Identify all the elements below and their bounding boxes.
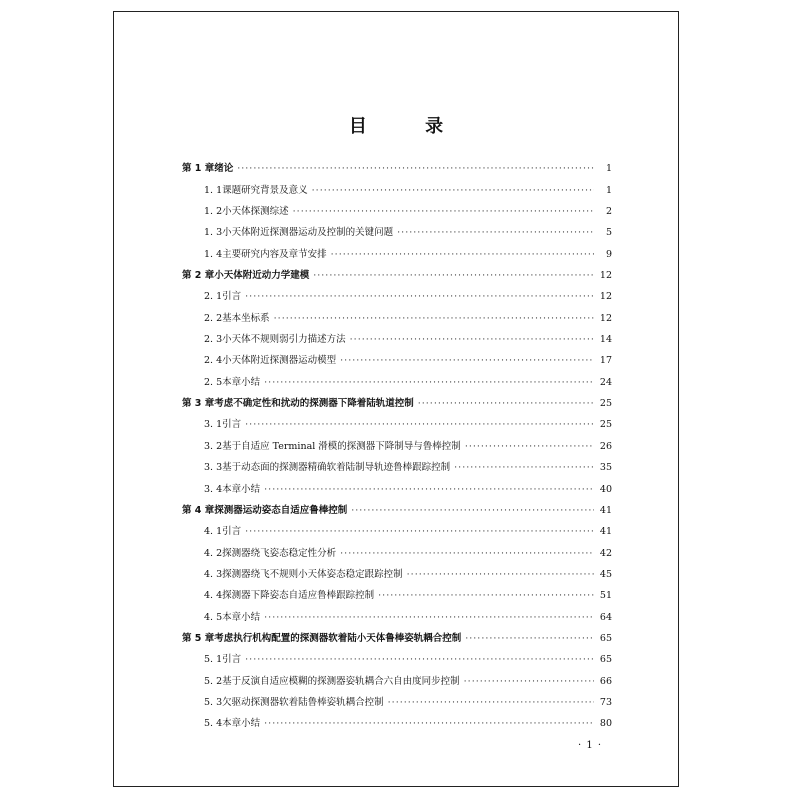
- toc-entry-number: 2. 1: [204, 291, 223, 303]
- dot-leader: [245, 419, 594, 430]
- toc-entry-title: 小天体探测综述: [222, 206, 289, 218]
- toc-entry-title: 主要研究内容及章节安排: [222, 248, 327, 260]
- dot-leader: [454, 462, 594, 473]
- toc-section-entry: [182, 196, 612, 217]
- dot-leader: [465, 633, 594, 644]
- dot-leader: [264, 484, 594, 495]
- toc-section-entry: [182, 366, 612, 387]
- dot-leader: [237, 163, 594, 174]
- toc-entry-number: 2. 2: [204, 312, 223, 324]
- dot-leader: [465, 441, 594, 452]
- toc-chapter-entry: [182, 623, 612, 644]
- dot-leader: [340, 548, 594, 559]
- toc-entry-title: 小天体附近动力学建模: [214, 270, 310, 282]
- dot-leader: [313, 270, 594, 281]
- toc-entry-number: 5. 4: [204, 718, 223, 730]
- toc-section-entry: [182, 217, 612, 238]
- toc-entry-page: 25: [599, 398, 612, 410]
- toc-entry-number: 第 5 章: [182, 632, 215, 644]
- toc-chapter-entry: [182, 260, 612, 281]
- toc-entry-number: 1. 4: [204, 248, 223, 260]
- toc-section-entry: [182, 687, 612, 708]
- toc-entry-title: 探测器绕飞姿态稳定性分析: [222, 547, 337, 559]
- dot-leader: [350, 334, 594, 345]
- toc-entry-number: 2. 3: [204, 334, 223, 346]
- toc-entry-page: 42: [599, 547, 612, 559]
- toc-section-entry: [182, 644, 612, 665]
- dot-leader: [264, 718, 594, 729]
- dot-leader: [245, 654, 594, 665]
- toc-entry-title: 绪论: [214, 163, 234, 175]
- toc-entry-number: 5. 2: [204, 675, 223, 687]
- dot-leader: [312, 185, 594, 196]
- toc-entry-page: 26: [599, 440, 612, 452]
- toc-entry-page: 41: [599, 504, 612, 516]
- toc-entry-page: 1: [605, 163, 612, 175]
- toc-entry-page: 64: [599, 611, 612, 623]
- dot-leader: [464, 676, 594, 687]
- dot-leader: [397, 227, 594, 238]
- toc-entry-number: 4. 3: [204, 568, 223, 580]
- toc-entry-number: 5. 1: [204, 654, 223, 666]
- toc-entry-title: 引言: [222, 654, 242, 666]
- toc-section-entry: [182, 559, 612, 580]
- toc-section-entry: [182, 281, 612, 302]
- toc-entry-title: 引言: [222, 291, 242, 303]
- toc-section-entry: [182, 452, 612, 473]
- toc-chapter-entry: [182, 388, 612, 409]
- dot-leader: [274, 313, 594, 324]
- toc-entry-title: 探测器运动姿态自适应鲁棒控制: [214, 504, 348, 516]
- toc-section-entry: [182, 473, 612, 494]
- toc-entry-page: 66: [599, 675, 612, 687]
- toc-entry-number: 第 1 章: [182, 163, 215, 175]
- dot-leader: [388, 697, 594, 708]
- dot-leader: [407, 569, 594, 580]
- toc-entry-title: 本章小结: [222, 611, 261, 623]
- toc-entry-title: 基本坐标系: [222, 312, 270, 324]
- toc-section-entry: [182, 345, 612, 366]
- dot-leader: [378, 590, 594, 601]
- toc-section-entry: [182, 516, 612, 537]
- toc-entry-page: 51: [599, 590, 612, 602]
- toc-entry-title: 基于自适应 Terminal 滑模的探测器下降制导与鲁棒控制: [222, 440, 461, 452]
- toc-entry-number: 第 4 章: [182, 504, 215, 516]
- toc-entry-page: 65: [599, 654, 612, 666]
- toc-section-entry: [182, 580, 612, 601]
- page-number: · 1 ·: [578, 740, 603, 751]
- toc-entry-title: 探测器绕飞不规则小天体姿态稳定跟踪控制: [222, 568, 403, 580]
- toc-entry-number: 2. 5: [204, 376, 223, 388]
- toc-entry-number: 1. 1: [204, 184, 223, 196]
- toc-entry-number: 1. 2: [204, 206, 223, 218]
- toc-entry-number: 第 3 章: [182, 398, 215, 410]
- toc-entry-title: 小天体不规则弱引力描述方法: [222, 334, 346, 346]
- dot-leader: [264, 377, 594, 388]
- toc-chapter-entry: [182, 495, 612, 516]
- toc-entry-page: 9: [605, 248, 612, 260]
- toc-entry-page: 24: [599, 376, 612, 388]
- dot-leader: [245, 291, 594, 302]
- toc-entry-page: 25: [599, 419, 612, 431]
- toc-entry-page: 45: [599, 568, 612, 580]
- toc-entry-page: 41: [599, 526, 612, 538]
- toc-section-entry: [182, 302, 612, 323]
- toc-entry-page: 1: [605, 184, 612, 196]
- dot-leader: [293, 206, 594, 217]
- toc-entry-title: 小天体附近探测器运动及控制的关键问题: [222, 227, 394, 239]
- toc-entry-title: 课题研究背景及意义: [222, 184, 308, 196]
- toc-entry-page: 14: [599, 334, 612, 346]
- toc-entry-number: 3. 3: [204, 462, 223, 474]
- toc-entry-title: 基于反演自适应模糊的探测器姿轨耦合六自由度同步控制: [222, 675, 460, 687]
- toc-entry-title: 探测器下降姿态自适应鲁棒跟踪控制: [222, 590, 375, 602]
- toc-entry-page: 80: [599, 718, 612, 730]
- dot-leader: [245, 526, 594, 537]
- toc-entry-title: 欠驱动探测器软着陆鲁棒姿轨耦合控制: [222, 696, 384, 708]
- toc-section-entry: [182, 601, 612, 622]
- toc-entry-title: 考虑执行机构配置的探测器软着陆小天体鲁棒姿轨耦合控制: [214, 632, 462, 644]
- table-of-contents: [182, 153, 612, 729]
- book-page: [113, 11, 679, 787]
- toc-entry-page: 12: [599, 270, 612, 282]
- toc-entry-number: 2. 4: [204, 355, 223, 367]
- toc-section-entry: [182, 430, 612, 451]
- toc-entry-title: 本章小结: [222, 483, 261, 495]
- toc-section-entry: [182, 409, 612, 430]
- toc-entry-title: 考虑不确定性和扰动的探测器下降着陆轨道控制: [214, 398, 414, 410]
- toc-entry-title: 引言: [222, 419, 242, 431]
- toc-entry-number: 1. 3: [204, 227, 223, 239]
- toc-entry-page: 12: [599, 312, 612, 324]
- toc-entry-page: 35: [599, 462, 612, 474]
- toc-entry-number: 3. 1: [204, 419, 223, 431]
- toc-entry-page: 5: [605, 227, 612, 239]
- toc-entry-page: 2: [605, 206, 612, 218]
- toc-entry-number: 4. 1: [204, 526, 223, 538]
- toc-entry-page: 12: [599, 291, 612, 303]
- toc-section-entry: [182, 537, 612, 558]
- dot-leader: [340, 355, 594, 366]
- toc-entry-number: 5. 3: [204, 696, 223, 708]
- dot-leader: [418, 398, 594, 409]
- toc-entry-title: 本章小结: [222, 718, 261, 730]
- toc-chapter-entry: [182, 153, 612, 174]
- toc-entry-page: 17: [599, 355, 612, 367]
- toc-entry-title: 小天体附近探测器运动模型: [222, 355, 337, 367]
- dot-leader: [331, 249, 594, 260]
- dot-leader: [264, 612, 594, 623]
- toc-section-entry: [182, 174, 612, 195]
- toc-entry-page: 65: [599, 632, 612, 644]
- toc-entry-number: 3. 2: [204, 440, 223, 452]
- toc-section-entry: [182, 665, 612, 686]
- toc-entry-title: 基于动态面的探测器精确软着陆制导轨迹鲁棒跟踪控制: [222, 462, 451, 474]
- toc-entry-title: 引言: [222, 526, 242, 538]
- toc-entry-number: 3. 4: [204, 483, 223, 495]
- page-title: 目 录: [348, 116, 470, 137]
- toc-entry-title: 本章小结: [222, 376, 261, 388]
- dot-leader: [351, 505, 594, 516]
- toc-entry-page: 40: [599, 483, 612, 495]
- toc-entry-page: 73: [599, 696, 612, 708]
- toc-section-entry: [182, 238, 612, 259]
- toc-entry-number: 4. 4: [204, 590, 223, 602]
- toc-entry-number: 4. 2: [204, 547, 223, 559]
- toc-entry-number: 4. 5: [204, 611, 223, 623]
- toc-section-entry: [182, 708, 612, 729]
- toc-section-entry: [182, 324, 612, 345]
- toc-entry-number: 第 2 章: [182, 270, 215, 282]
